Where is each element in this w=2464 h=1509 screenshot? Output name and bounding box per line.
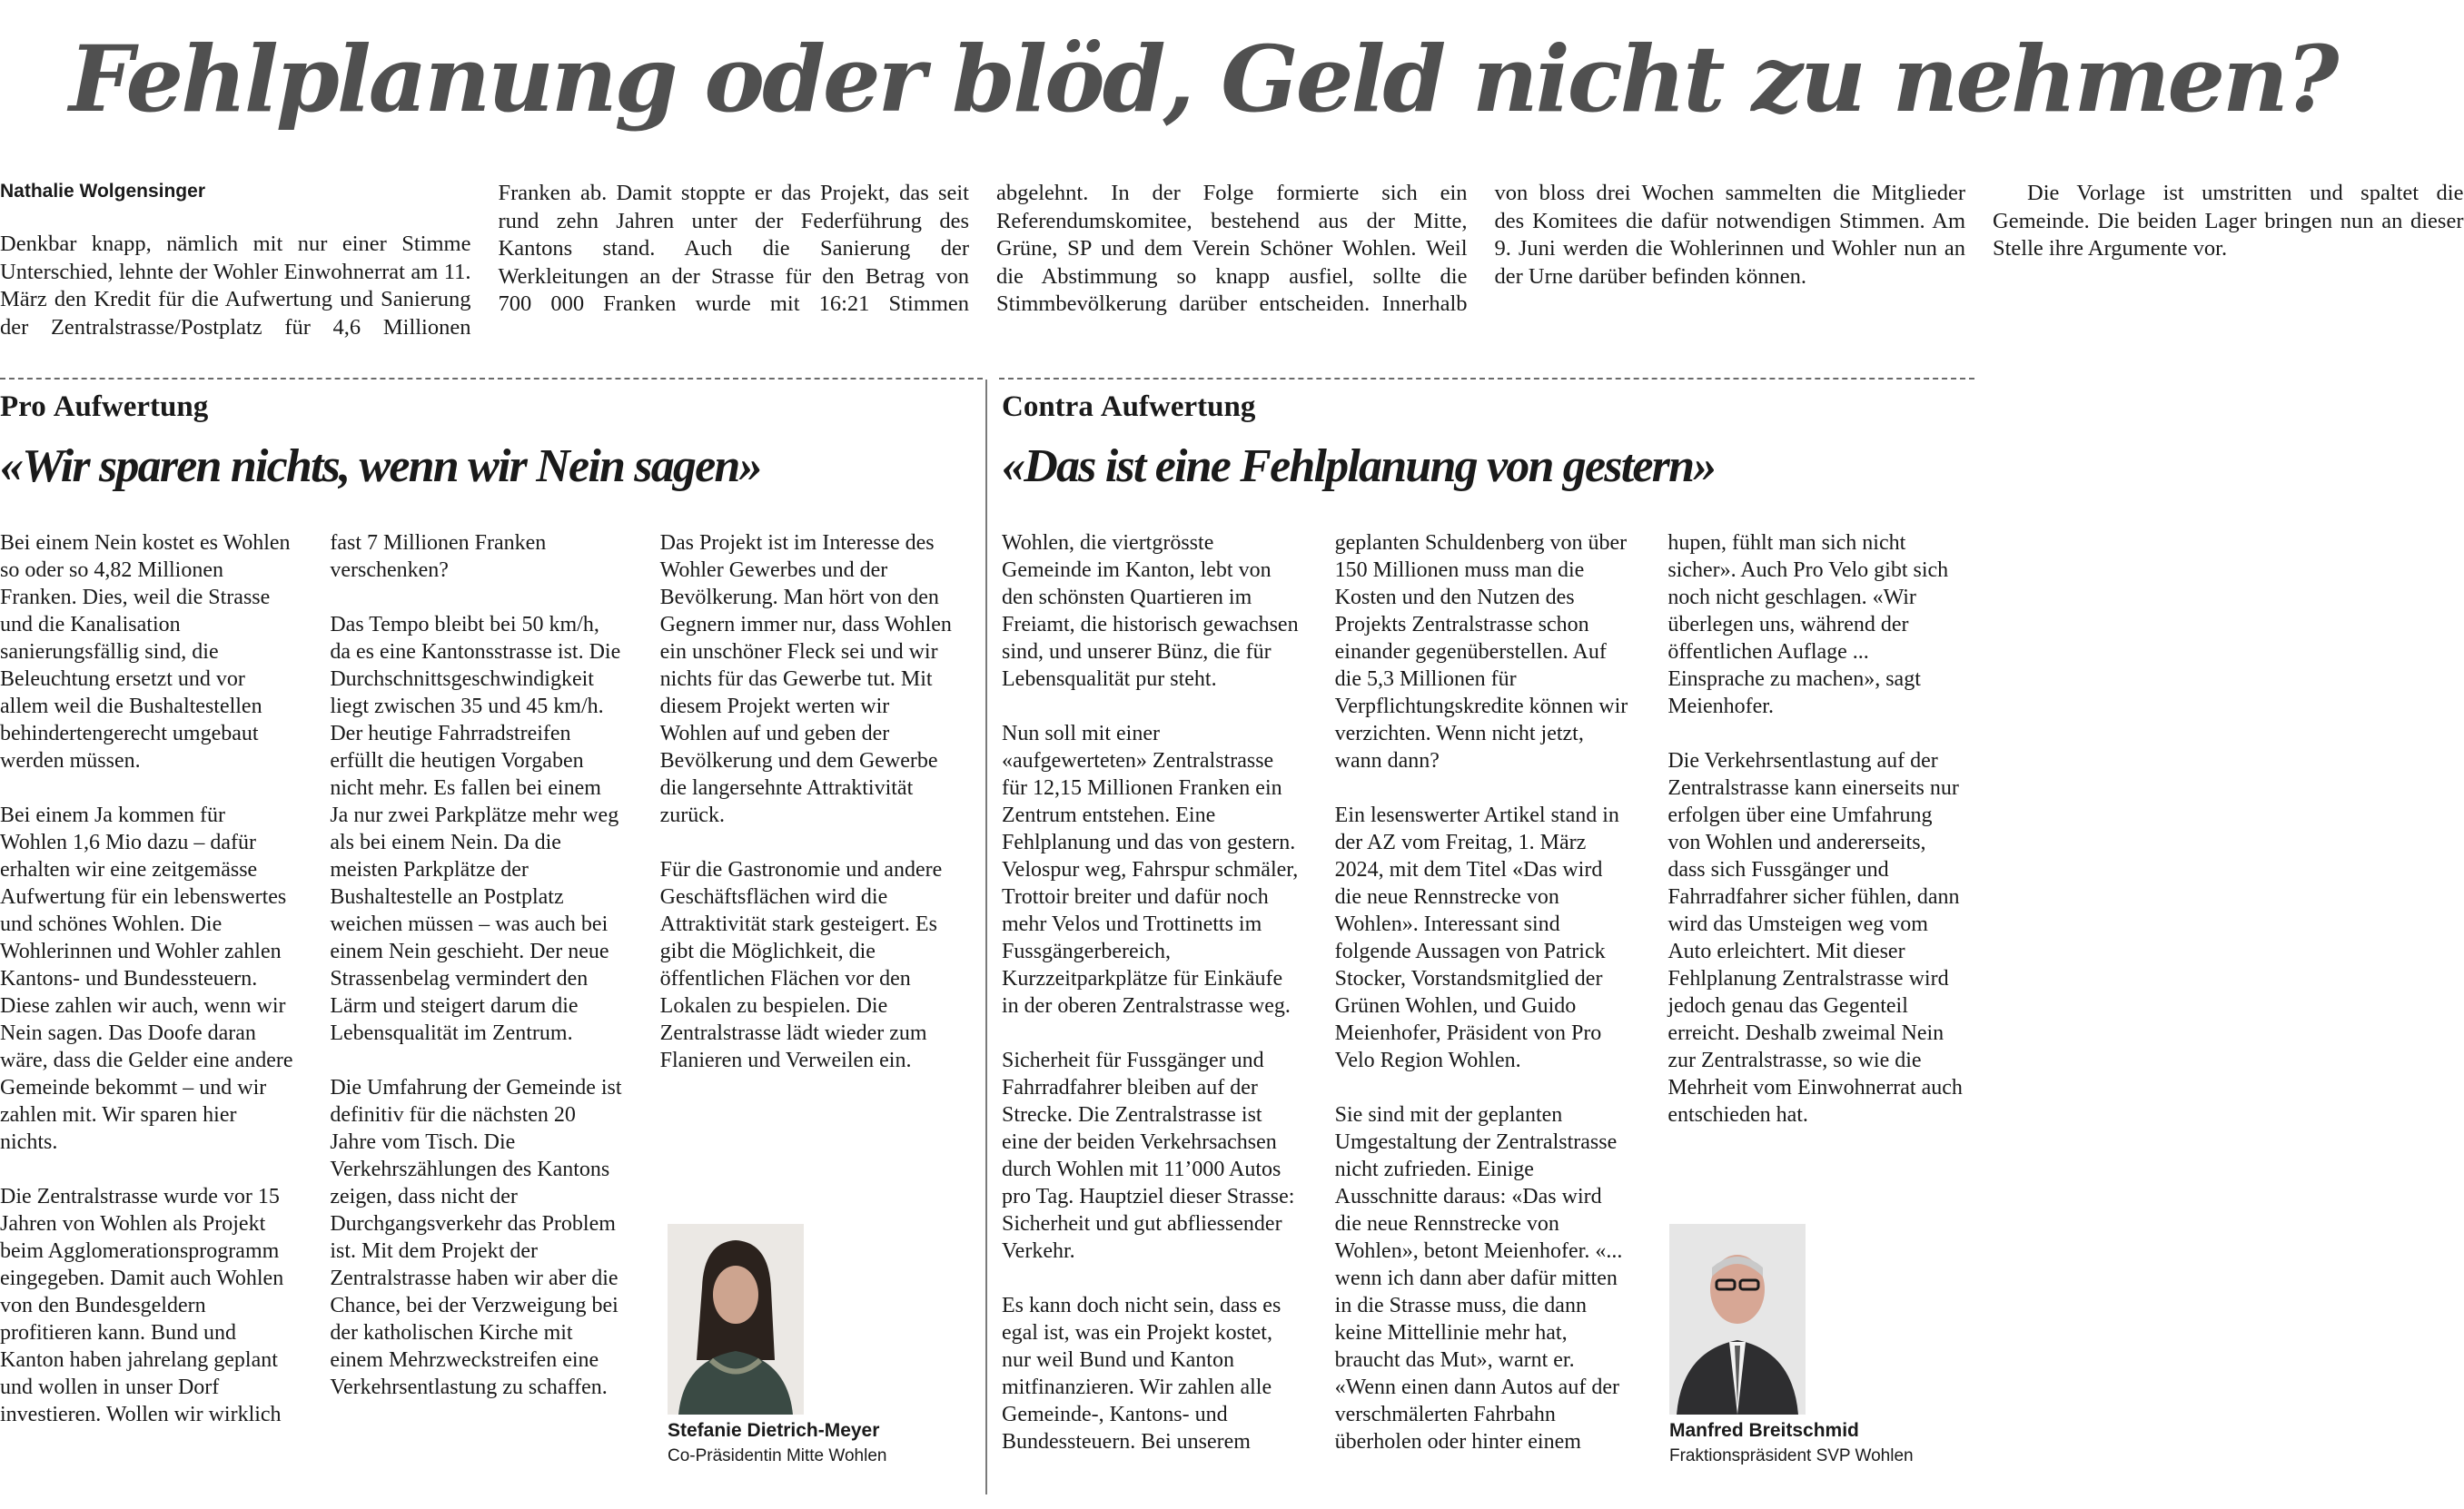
pro-author-role: Co-Präsidentin Mitte Wohlen — [668, 1446, 887, 1465]
pro-author-name: Stefanie Dietrich-Meyer — [668, 1420, 880, 1441]
pro-paragraph: Das Projekt ist im Interesse des Wohler Gewerbes und der Bevölkerung. Man hört von den Gegnern immer nur, dass Wohlen ein unschöner Fleck sei und wir nichts für das Gewerbe tut. Mit diesem Projekt werten wir Wohlen auf und geben der Bevölkerung und dem Gewerbe die langersehnte Attraktivität zurück. — [659, 531, 952, 827]
pro-kicker-bold: Pro — [0, 390, 46, 423]
intro-paragraph: Die Vorlage ist umstritten und spaltet die Gemeinde. Die beiden Lager bringen nun an dieser Stelle ihre Argumente vor. — [1993, 181, 2464, 261]
section-divider-right — [999, 378, 1974, 380]
pro-quote-title: «Wir sparen nichts, wenn wir Nein sagen» — [0, 440, 761, 492]
pro-paragraph: Bei einem Nein kostet es Wohlen so oder so 4,82 Millionen Franken. Dies, weil die Strasse und die Kanalisation sanierungsfällig sind, die Beleuchtung ersetzt und vor allem weil die Bushaltestellen behindertengerecht umgebaut werden müssen. — [0, 531, 291, 773]
pro-paragraph: Die Umfahrung der Gemeinde ist definitiv für die nächsten 20 Jahre vom Tisch. Die Verkehrszählungen des Kantons zeigen, dass nicht der Durchgangsverkehr das Problem ist. Mit dem Projekt der Zentralstrasse haben wir aber die Chance, bei der Verzweigung bei der katholischen Kirche mit einem Mehrzweckstreifen eine Verkehrsentlastung zu schaffen. — [330, 1076, 622, 1399]
section-divider-left — [0, 378, 983, 380]
contra-kicker — [1002, 388, 1255, 426]
contra-kicker-topic: Aufwertung — [1100, 390, 1256, 423]
contra-paragraph: Es kann doch nicht sein, dass es egal ist, was ein Projekt kostet, nur weil Bund und Kanton mitfinanzieren. Wir zahlen alle Gemeinde-, Kantons- und Bundessteuern. Bei unserem geplanten Schuldenberg von über 150 Millionen muss man die Kosten und den Nutzen des Projekts Zentralstrasse schon einander gegenüberstellen. Auf die 5,3 Millionen für Verpflichtungskredite können wir verzichten. Wenn nicht jetzt, wann dann? — [1002, 531, 1628, 1454]
contra-article-body — [1002, 529, 1964, 1465]
contra-quote-title: «Das ist eine Fehlplanung von gestern» — [1002, 440, 1716, 492]
contra-paragraph: Die Verkehrsentlastung auf der Zentralstrasse kann einerseits nur erfolgen über eine Umfahrung von Wohlen und andererseits, dass sich Fussgänger und Fahrradfahrer sicher fühlen, dann wird das Umsteigen weg vom Auto erleichtert. Mit dieser Fehlplanung Zentralstrasse wird jedoch genau das Gegenteil erreicht. Deshalb zweimal Nein zur Zentralstrasse, so wie die Mehrheit vom Einwohnerrat auch entschieden hat. — [1667, 749, 1963, 1127]
pro-paragraph: Bei einem Ja kommen für Wohlen 1,6 Mio dazu – dafür erhalten wir eine zeitgemässe Aufwertung für ein lebenswertes und schönes Wohlen. Die Wohlerinnen und Wohler zahlen Kantons- und Bundessteuern. Diese zahlen wir auch, wenn wir Nein sagen. Das Doofe daran wäre, dass die Gelder eine andere Gemeinde bekommt – und wir zahlen mit. Wir sparen hier nichts. — [0, 804, 293, 1154]
contra-paragraph: Wohlen, die viertgrösste Gemeinde im Kanton, lebt von den schönsten Quartieren im Freiamt, die historisch gewachsen sind, und unserer Bünz, die für Lebensqualität pur steht. — [1002, 531, 1299, 691]
contra-author-name: Manfred Breitschmid — [1669, 1420, 1859, 1441]
pro-author-photo — [668, 1224, 804, 1415]
pro-kicker — [0, 388, 208, 426]
contra-author-role: Fraktionspräsident SVP Wohlen — [1669, 1446, 1914, 1465]
pro-paragraph: Die Zentralstrasse wurde vor 15 Jahren von Wohlen als Projekt beim Agglomerationsprogramm eingegeben. Damit auch Wohlen von den Bundesgeldern profitieren kann. Bund und Kanton haben jahrelang geplant und wollen in unser Dorf investieren. Wollen wir wirklich fast 7 Millionen Franken verschenken? — [0, 531, 547, 1426]
pro-kicker-topic: Aufwertung — [53, 390, 209, 423]
pro-article-body — [0, 529, 954, 1465]
intro-paragraph: Denkbar knapp, nämlich mit nur einer Stimme Unterschied, lehnte der Wohler Einwohnerrat am 11. März den Kredit für die Aufwertung und Sanierung der Zentralstrasse/Postplatz für 4,6 Millionen Franken ab. Damit stoppte er das Projekt, das seit rund zehn Jahren unter der Federführung des Kantons stand. Auch die Sanierung der Werkleitungen an der Strasse für den Betrag von 700 000 Franken wurde mit 16:21 Stimmen abgelehnt. In der Folge formierte sich ein Referendumskomitee, bestehend aus der Mitte, Grüne, SP und dem Verein Schöner Wohlen. Weil die Abstimmung so knapp ausfiel, sollte die Stimmbevölkerung darüber entscheiden. Innerhalb von bloss drei Wochen sammelten die Mitglieder des Komitees die dafür notwendigen Stimmen. Am 9. Juni werden die Wohlerinnen und Wohler nun an der Urne darüber befinden können. — [0, 181, 1965, 340]
author-byline: Nathalie Wolgensinger — [0, 181, 205, 202]
headline: Fehlplanung oder blöd, Geld nicht zu nehmen? — [69, 25, 2337, 133]
contra-paragraph: Nun soll mit einer «aufgewerteten» Zentralstrasse für 12,15 Millionen Franken ein Zentrum entstehen. Eine Fehlplanung und das von gestern. Velospur weg, Fahrspur schmäler, Trottoir breiter und dafür noch mehr Velos und Trottinetts im Fussgängerbereich, Kurzzeitparkplätze für Einkäufe in der oberen Zentralstrasse weg. — [1002, 722, 1299, 1018]
pro-paragraph: Für die Gastronomie und andere Geschäftsflächen wird die Attraktivität stark gesteigert. Es gibt die Möglichkeit, die öffentlichen Flächen vor den Lokalen zu bespielen. Die Zentralstrasse lädt wieder zum Flanieren und Verweilen ein. — [659, 858, 943, 1072]
pro-paragraph: Das Tempo bleibt bei 50 km/h, da es eine Kantonsstrasse ist. Die Durchschnittsgeschwindigkeit liegt zwischen 35 und 45 km/h. Der heutige Fahrradstreifen erfüllt die heutigen Vorgaben nicht mehr. Es fallen bei einem Ja nur zwei Parkplätze mehr weg als bei einem Nein. Da die meisten Parkplätze der Bushaltestelle an Postplatz weichen müssen – was auch bei einem Nein geschieht. Der neue Strassenbelag vermindert den Lärm und steigert darum die Lebensqualität im Zentrum. — [330, 613, 621, 1045]
contra-paragraph: Sie sind mit der geplanten Umgestaltung der Zentralstrasse nicht zufrieden. Einige Ausschnitte daraus: «Das wird die neue Rennstrecke von Wohlen», betont Meienhofer. «... wenn ich dann aber dafür mitten in die Strasse muss, die dann keine Mittellinie mehr hat, braucht das Mut», warnt er. «Wenn einen dann Autos auf der verschmälerten Fahrbahn überholen oder hinter einem hupen, fühlt man sich nicht sicher». Auch Pro Velo gibt sich noch nicht geschlagen. «Wir überlegen uns, während der öffentlichen Auflage ... Einsprache zu machen», sagt Meienhofer. — [1334, 531, 1949, 1454]
contra-paragraph: Ein lesenswerter Artikel stand in der AZ vom Freitag, 1. März 2024, mit dem Titel «Das wird die neue Rennstrecke von Wohlen». Interessant sind folgende Aussagen von Patrick Stocker, Vorstandsmitglied der Grünen Wohlen, und Guido Meienhofer, Präsident von Pro Velo Region Wohlen. — [1334, 804, 1619, 1072]
intro-text — [0, 180, 2464, 343]
contra-paragraph: Sicherheit für Fussgänger und Fahrradfahrer bleiben auf der Strecke. Die Zentralstrasse ist eine der beiden Verkehrsachsen durch Wohlen mit 11’000 Autos pro Tag. Hauptziel dieser Strasse: Sicherheit und gut abfliessender Verkehr. — [1002, 1049, 1295, 1263]
column-divider — [985, 380, 987, 1494]
contra-author-photo — [1669, 1224, 1806, 1415]
contra-kicker-bold: Contra — [1002, 390, 1093, 423]
